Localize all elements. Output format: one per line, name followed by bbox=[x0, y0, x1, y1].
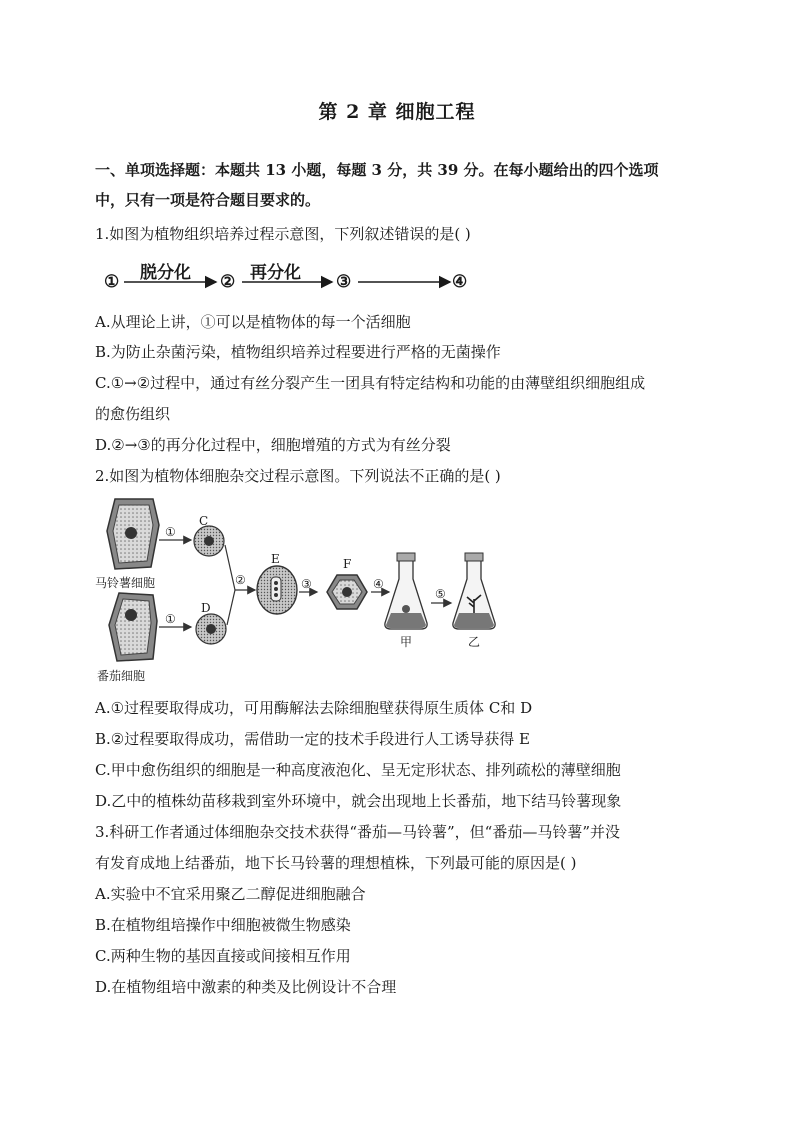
q2-option-d: D.乙中的植株幼苗移栽到室外环境中，就会出现地上长番茄，地下结马铃薯现象 bbox=[95, 792, 622, 810]
label-step5: ⑤ bbox=[435, 587, 446, 601]
tomato-cell bbox=[109, 593, 157, 661]
q2-stem: 2.如图为植物体细胞杂交过程示意图。下列说法不正确的是( ) bbox=[95, 467, 501, 485]
q1-process-diagram bbox=[100, 258, 480, 298]
label-cell-e: E bbox=[271, 552, 280, 566]
label-step1-top: ① bbox=[165, 525, 176, 539]
label-cell-f: F bbox=[343, 557, 352, 571]
node-3: ③ bbox=[336, 272, 352, 292]
flask-yi bbox=[453, 553, 495, 629]
q3-option-d: D.在植物组培中激素的种类及比例设计不合理 bbox=[95, 978, 397, 996]
q2-option-a: A.①过程要取得成功，可用酶解法去除细胞壁获得原生质体 C和 D bbox=[95, 699, 533, 717]
label-protoplast-d: D bbox=[201, 601, 211, 615]
q1-stem: 1.如图为植物组织培养过程示意图，下列叙述错误的是( ) bbox=[95, 225, 471, 243]
q2-option-b: B.②过程要取得成功，需借助一定的技术手段进行人工诱导获得 E bbox=[95, 730, 530, 748]
label-potato-cell: 马铃薯细胞 bbox=[95, 576, 156, 590]
flask-jia bbox=[385, 553, 427, 629]
label-flask-yi: 乙 bbox=[468, 635, 481, 649]
q1-option-d: D.②→③的再分化过程中，细胞增殖的方式为有丝分裂 bbox=[95, 436, 451, 454]
q1-option-b: B.为防止杂菌污染，植物组织培养过程要进行严格的无菌操作 bbox=[95, 343, 501, 361]
q1-option-a: A.从理论上讲，①可以是植物体的每一个活细胞 bbox=[95, 313, 411, 331]
q2-option-c: C.甲中愈伤组织的细胞是一种高度液泡化、呈无定形状态、排列疏松的薄壁细胞 bbox=[95, 761, 621, 779]
node-4: ④ bbox=[452, 272, 468, 292]
label-step1-bottom: ① bbox=[165, 612, 176, 626]
page-title: 第 2 章 细胞工程 bbox=[318, 101, 476, 123]
q1-option-c-line1: C.①→②过程中，通过有丝分裂产生一团具有特定结构和功能的由薄壁组织细胞组成 bbox=[95, 374, 646, 392]
label-tomato-cell: 番茄细胞 bbox=[97, 669, 146, 683]
label-dedifferentiation: 脱分化 bbox=[140, 263, 191, 283]
label-step3: ③ bbox=[301, 577, 312, 591]
q3-option-a: A.实验中不宜采用聚乙二醇促进细胞融合 bbox=[95, 885, 366, 903]
label-protoplast-c: C bbox=[199, 514, 209, 528]
label-step2: ② bbox=[235, 573, 246, 587]
q2-hybridization-figure bbox=[95, 495, 525, 685]
q3-option-b: B.在植物组培操作中细胞被微生物感染 bbox=[95, 916, 351, 934]
potato-cell bbox=[107, 499, 159, 569]
section-heading-line2: 中，只有一项是符合题目要求的。 bbox=[95, 191, 321, 209]
q3-stem-line1: 3.科研工作者通过体细胞杂交技术获得“番茄—马铃薯”，但“番茄—马铃薯”并没 bbox=[95, 823, 620, 841]
node-1: ① bbox=[104, 272, 120, 292]
node-2: ② bbox=[220, 272, 236, 292]
label-flask-jia: 甲 bbox=[400, 635, 413, 649]
q1-option-c-line2: 的愈伤组织 bbox=[95, 405, 171, 423]
q3-stem-line2: 有发育成地上结番茄，地下长马铃薯的理想植株，下列最可能的原因是( ) bbox=[95, 854, 577, 872]
section-heading-line1: 一、单项选择题：本题共 13 小题，每题 3 分，共 39 分。在每小题给出的四个选项 bbox=[95, 161, 659, 179]
label-step4: ④ bbox=[373, 577, 384, 591]
label-redifferentiation: 再分化 bbox=[250, 263, 301, 283]
q3-option-c: C.两种生物的基因直接或间接相互作用 bbox=[95, 947, 351, 965]
